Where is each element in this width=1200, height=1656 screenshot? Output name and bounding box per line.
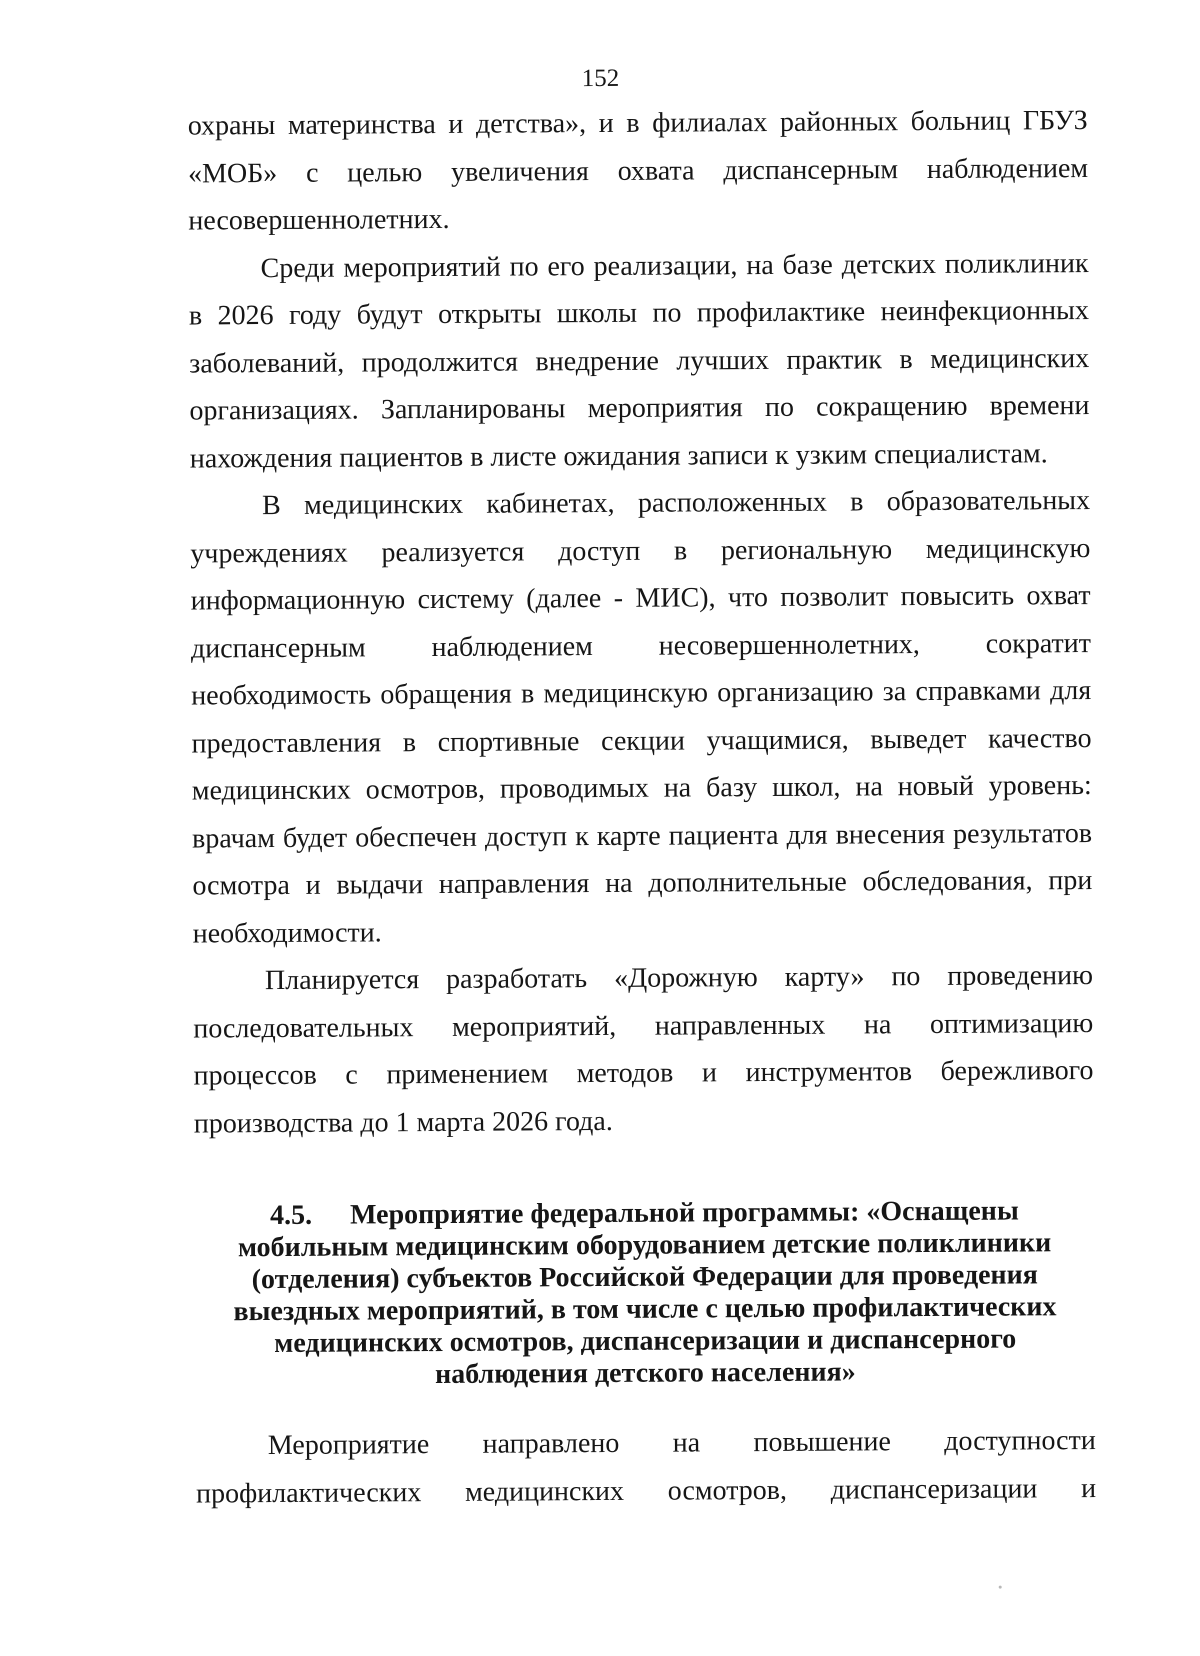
word: медицинских <box>930 342 1090 375</box>
text-line <box>193 1000 1093 1053</box>
word: «МОБ» <box>187 157 278 190</box>
word: Запланированы <box>380 393 566 426</box>
word: предоставления <box>191 726 382 760</box>
text-line <box>191 667 1091 720</box>
word: на <box>672 1427 701 1459</box>
word: времени <box>989 390 1090 422</box>
word: и <box>598 107 614 140</box>
paragraph-3 <box>190 477 1093 957</box>
word: по <box>652 297 682 329</box>
body-text <box>188 97 1094 1147</box>
word: охват <box>1026 580 1091 612</box>
word: мероприятий <box>343 251 501 284</box>
word: 2026 <box>217 300 274 332</box>
word: (далее <box>526 583 602 615</box>
word: несовершеннолетних, <box>658 628 920 662</box>
heading-line: (отделения) субъектов Российской Федерации для проведения <box>251 1259 1038 1296</box>
word: процессов <box>193 1059 317 1092</box>
word: в <box>402 726 417 758</box>
word: наблюдением <box>926 152 1089 185</box>
text-line: необходимости. <box>192 916 382 950</box>
word: мероприятий, <box>451 1010 617 1043</box>
word: внесения <box>835 818 946 851</box>
text-line: нахождения пациентов в листе ожидания записи к узким специалистам. <box>189 437 1048 475</box>
word: диспансерным <box>723 153 899 186</box>
word: за <box>882 676 907 708</box>
paragraph-4 <box>193 952 1094 1147</box>
word: на <box>746 249 774 281</box>
word: уровень: <box>988 770 1092 802</box>
word: доступ <box>557 535 641 567</box>
word: сократит <box>985 627 1092 660</box>
word: проводимых <box>499 772 649 805</box>
word: направления <box>438 868 590 901</box>
word: детства», <box>475 108 587 140</box>
word: в <box>626 107 640 139</box>
word: целью <box>347 156 423 189</box>
word: профилактических <box>196 1476 422 1509</box>
text-line <box>190 477 1090 530</box>
word: и <box>1080 1472 1097 1504</box>
word: Среди <box>260 252 335 284</box>
word: направленных <box>654 1009 826 1042</box>
text-line <box>188 97 1088 150</box>
word: спортивные <box>437 725 580 758</box>
word: Планируется <box>264 964 420 997</box>
word: дополнительные <box>648 866 847 899</box>
word: реализуется <box>381 535 525 568</box>
word: для <box>786 819 828 851</box>
word: увеличения <box>450 155 589 188</box>
word: с <box>345 1059 358 1091</box>
word: году <box>288 299 342 331</box>
word: на <box>855 771 883 803</box>
word: качество <box>988 722 1092 755</box>
text-line <box>189 335 1089 388</box>
word: в <box>673 534 688 567</box>
word: неинфекционных <box>880 295 1090 328</box>
word: реализации, <box>593 249 738 282</box>
word: филиалах <box>652 106 768 139</box>
word: базе <box>782 249 833 281</box>
word: с <box>305 157 319 189</box>
word: диспансерным <box>190 631 366 665</box>
word: будут <box>356 299 423 331</box>
word: на <box>663 772 692 804</box>
text-line <box>193 1047 1093 1100</box>
word: МИС), <box>635 582 716 614</box>
word: профилактике <box>696 296 866 329</box>
word: на <box>605 867 633 899</box>
word: к <box>575 820 589 852</box>
word: охраны <box>187 109 276 142</box>
final-paragraph <box>196 1417 1097 1517</box>
text-line <box>190 525 1090 578</box>
word: заболеваний, <box>189 347 345 380</box>
heading-line: наблюдения детского населения» <box>434 1356 856 1391</box>
text-line <box>191 572 1091 625</box>
word: медицинскую <box>925 532 1091 565</box>
word: медицинских <box>303 488 464 521</box>
word: организациях. <box>189 394 359 427</box>
text-line <box>196 1464 1096 1517</box>
word: медицинскую <box>543 677 709 710</box>
word: будет <box>282 822 348 854</box>
word: ГБУЗ <box>1022 105 1088 137</box>
word: выведет <box>870 723 967 755</box>
word: обследования, <box>862 865 1033 898</box>
text-line <box>189 287 1089 340</box>
section-heading <box>194 1195 1095 1392</box>
word: обращения <box>380 678 512 711</box>
word: выдачи <box>336 869 424 901</box>
text-line <box>191 715 1091 768</box>
word: осмотров, <box>365 773 486 806</box>
text-line <box>192 762 1092 815</box>
word: базу <box>706 772 758 804</box>
text-line <box>188 145 1088 198</box>
word: расположенных <box>637 486 827 519</box>
word: осмотров, <box>667 1474 788 1507</box>
word: внедрение <box>535 345 659 377</box>
word: секции <box>601 724 685 757</box>
heading-text: Мероприятие федеральной программы: «Оснащены <box>349 1195 1019 1231</box>
word: открыты <box>437 298 542 330</box>
word: обеспечен <box>355 821 477 854</box>
word: при <box>1048 865 1093 897</box>
word: повышение <box>753 1426 891 1459</box>
word: пациента <box>668 819 779 852</box>
word: по <box>509 250 539 283</box>
word: охвата <box>617 154 695 187</box>
word: доступ <box>484 820 568 853</box>
word: применением <box>386 1058 549 1091</box>
word: карту» <box>784 961 865 993</box>
text-line <box>196 1417 1096 1470</box>
word: что <box>727 581 768 614</box>
word: новый <box>897 770 974 803</box>
word: в <box>520 678 535 710</box>
word: оптимизацию <box>929 1007 1094 1040</box>
word: для <box>1049 675 1092 707</box>
word: осмотра <box>192 869 290 902</box>
word: учреждениях <box>190 537 348 570</box>
word: разработать <box>445 963 588 995</box>
word: по <box>764 391 795 423</box>
word: Мероприятие <box>267 1429 430 1462</box>
word: медицинских <box>464 1475 625 1508</box>
word: учащимися, <box>706 723 849 756</box>
word: практик <box>786 343 883 376</box>
word: карте <box>596 820 661 852</box>
word: повысить <box>900 580 1015 613</box>
word: доступности <box>944 1424 1096 1457</box>
word: в <box>899 343 913 375</box>
word: по <box>891 961 921 993</box>
heading-line: медицинских осмотров, диспансеризации и диспансерного <box>274 1323 1017 1360</box>
text-line <box>189 382 1089 435</box>
word: мероприятия <box>587 392 743 425</box>
word: и <box>701 1057 718 1089</box>
word: медицинских <box>191 774 351 807</box>
word: систему <box>417 583 514 616</box>
word: сокращению <box>816 390 968 423</box>
text-line <box>191 620 1091 673</box>
word: последовательных <box>193 1011 414 1045</box>
word: лучших <box>676 344 770 377</box>
word: - <box>613 582 624 614</box>
paragraph-1 <box>188 97 1089 245</box>
word: региональную <box>720 533 893 566</box>
word: методов <box>576 1057 674 1090</box>
word: организацию <box>717 676 874 709</box>
word: материнства <box>287 109 436 141</box>
word: детских <box>841 248 937 281</box>
word: необходимость <box>191 679 372 712</box>
scan-speck <box>999 1586 1002 1589</box>
word: инструментов <box>745 1056 913 1089</box>
word: проведению <box>947 960 1094 992</box>
word: результатов <box>952 817 1093 850</box>
word: районных <box>779 106 899 138</box>
heading-line: мобильным медицинским оборудованием детские поликлиники <box>237 1227 1052 1264</box>
page-number: 152 <box>581 64 620 93</box>
heading-line: выездных мероприятий, в том числе с целью профилактических <box>233 1291 1057 1328</box>
word: бережливого <box>940 1055 1094 1087</box>
word: диспансеризации <box>830 1472 1038 1506</box>
text-line <box>192 810 1092 863</box>
word: на <box>863 1008 892 1040</box>
word: больниц <box>910 105 1011 138</box>
word: и <box>305 869 321 901</box>
text-line: производства до 1 марта 2026 года. <box>193 1105 613 1140</box>
text-line: несовершеннолетних. <box>188 203 450 237</box>
word: «Дорожную <box>613 962 758 994</box>
text-line <box>193 952 1093 1005</box>
word: врачам <box>192 822 275 855</box>
section-number: 4.5. <box>269 1199 313 1232</box>
word: информационную <box>190 584 406 617</box>
word: продолжится <box>361 346 519 378</box>
word: и <box>448 108 464 140</box>
text-line <box>192 857 1092 910</box>
paragraph-2 <box>188 240 1089 483</box>
word: школы <box>556 297 638 330</box>
word: школ, <box>772 771 841 803</box>
word: направлено <box>482 1427 620 1460</box>
word: позволит <box>780 581 889 613</box>
word: поликлиник <box>944 247 1089 280</box>
text-line <box>188 240 1088 293</box>
word: В <box>261 489 281 522</box>
word: кабинетах, <box>486 487 615 520</box>
word: его <box>547 250 585 282</box>
word: справками <box>915 675 1041 708</box>
word: в <box>850 486 864 518</box>
word: образовательных <box>886 485 1091 518</box>
word: в <box>188 300 203 332</box>
word: наблюдением <box>431 630 593 663</box>
